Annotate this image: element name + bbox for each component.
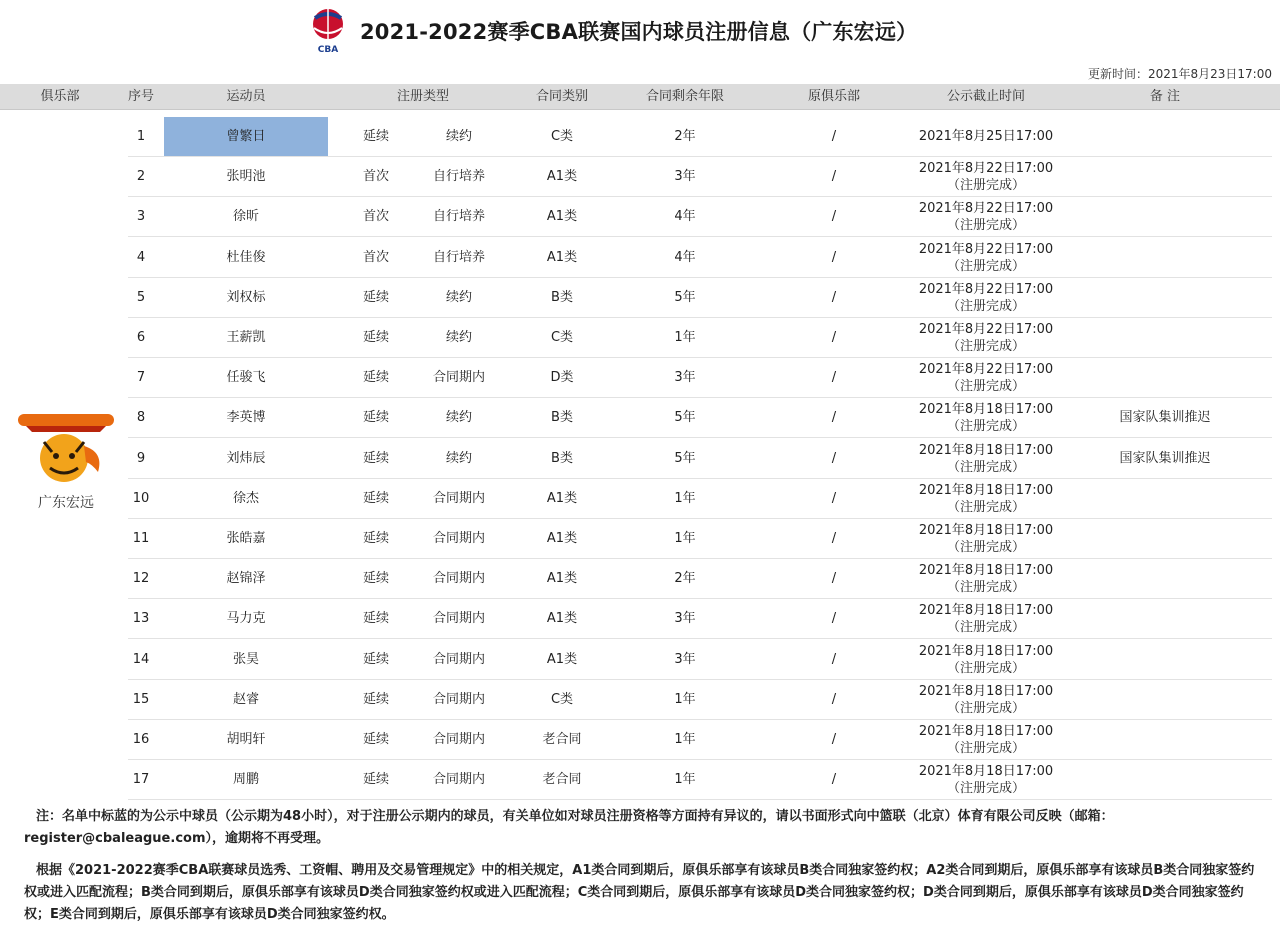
- update-time: 更新时间：2021年8月23日17:00: [1087, 67, 1272, 81]
- registration-status: （注册完成）: [946, 218, 1025, 234]
- cell-deadline: [906, 519, 1066, 559]
- cell-player: 周鹏: [232, 772, 259, 788]
- cell-reg1: 延续: [362, 450, 389, 466]
- page-header: [0, 0, 1280, 62]
- deadline-time: 2021年8月18日17:00: [918, 724, 1054, 739]
- cell-deadline: [906, 599, 1066, 639]
- table-row: [0, 720, 1280, 760]
- cell-no: 9: [136, 450, 146, 466]
- svg-text:CBA: CBA: [317, 45, 339, 55]
- cell-deadline: [906, 640, 1066, 680]
- cell-reg1: 延续: [362, 490, 389, 506]
- cell-deadline: [906, 238, 1066, 278]
- cell-years: 2年: [674, 129, 696, 144]
- cell-player: 刘权标: [226, 289, 266, 305]
- registration-status: （注册完成）: [946, 178, 1025, 194]
- cell-contract: 老合同: [542, 732, 582, 747]
- cell-former: /: [831, 129, 837, 144]
- cell-no: 10: [132, 490, 150, 506]
- cell-player: 任骏飞: [226, 370, 266, 386]
- registration-status: （注册完成）: [946, 540, 1025, 555]
- note-publicity: 注：名单中标蓝的为公示中球员（公示期为48小时），对于注册公示期内的球员，有关单位如对球员注册资格等方面持有异议的，请以书面形式向中篮联（北京）体育有限公司反映（邮箱：register@cbaleague.com），逾期将不再受理。: [24, 809, 1114, 846]
- cell-former: /: [831, 772, 837, 788]
- cell-remark: [1100, 358, 1230, 398]
- deadline-time: 2021年8月18日17:00: [918, 482, 1054, 498]
- registration-status: （注册完成）: [946, 620, 1025, 636]
- cell-reg1: 延续: [362, 571, 389, 587]
- header-deadline: 公示截止时间: [946, 89, 1025, 104]
- cell-remark: [1100, 278, 1230, 318]
- cell-deadline: [906, 197, 1066, 237]
- table-row: [0, 519, 1280, 559]
- cell-player: 张皓嘉: [226, 531, 266, 546]
- registration-status: （注册完成）: [946, 459, 1025, 475]
- cell-player: 徐昕: [232, 209, 259, 225]
- cell-remark: [1100, 157, 1230, 197]
- cell-reg2: 续约: [445, 410, 472, 426]
- cell-reg1: 延续: [362, 691, 389, 707]
- cell-remark: [1100, 117, 1230, 157]
- table-row: [0, 358, 1280, 398]
- cell-remark: [1100, 197, 1230, 237]
- cell-no: 17: [132, 772, 150, 788]
- cell-player: 刘炜辰: [226, 450, 266, 466]
- cell-player: 赵睿: [232, 691, 259, 707]
- deadline-time: 2021年8月22日17:00: [918, 362, 1054, 378]
- cell-deadline: [906, 318, 1066, 358]
- cell-contract: A1类: [546, 531, 578, 546]
- cell-former: /: [831, 169, 837, 185]
- cell-remark: [1100, 479, 1230, 519]
- cell-reg1: 延续: [362, 410, 389, 426]
- cell-deadline: [906, 680, 1066, 720]
- cba-logo-icon: [308, 6, 348, 56]
- cell-reg2: 合同期内: [432, 732, 485, 747]
- cell-reg2: 合同期内: [432, 651, 485, 667]
- cell-years: 1年: [674, 490, 696, 506]
- cell-no: 5: [136, 289, 146, 305]
- cell-years: 5年: [674, 450, 696, 466]
- deadline-time: 2021年8月18日17:00: [918, 603, 1054, 619]
- cell-years: 1年: [674, 772, 696, 788]
- deadline-time: 2021年8月22日17:00: [918, 281, 1054, 297]
- cell-reg2: 合同期内: [432, 571, 485, 587]
- cell-reg2: 续约: [445, 289, 472, 305]
- deadline-time: 2021年8月18日17:00: [918, 683, 1054, 699]
- cell-deadline: [906, 439, 1066, 479]
- cell-contract: B类: [551, 289, 573, 305]
- cell-deadline: [906, 157, 1066, 197]
- header-years-left: 合同剩余年限: [645, 89, 724, 104]
- header-reg-type: 注册类型: [396, 89, 449, 104]
- cell-player: 杜佳俊: [226, 249, 266, 265]
- cell-contract: B类: [551, 410, 573, 426]
- registration-status: （注册完成）: [946, 298, 1025, 314]
- cell-contract: A1类: [546, 611, 578, 627]
- cell-deadline: [906, 559, 1066, 599]
- cell-no: 15: [132, 691, 150, 707]
- cell-years: 1年: [674, 531, 696, 546]
- registration-status: （注册完成）: [946, 419, 1025, 435]
- cell-contract: A1类: [546, 571, 578, 587]
- cell-reg1: 首次: [362, 249, 389, 265]
- cell-former: /: [831, 370, 837, 386]
- cell-contract: 老合同: [542, 772, 582, 788]
- cell-remark: [1100, 318, 1230, 358]
- cell-reg1: 延续: [362, 129, 389, 144]
- note-contract-rules: 根据《2021-2022赛季CBA联赛球员选秀、工资帽、聘用及交易管理规定》中的相关规定，A1类合同到期后，原俱乐部享有该球员B类合同独家签约权；A2类合同到期后，原俱乐部享有该球员B类合同独家签约权或进入匹配流程；B类合同到期后，原俱乐部享有该球员D类合同独家签约权或进入匹配流程；C类合同到期后，原俱乐部享有该球员D类合同独家签约权；D类合同到期后，原俱乐部享有该球员D类合同独家签约权；E类合同到期后，原俱乐部享有该球员D类合同独家签约权。: [24, 863, 1255, 922]
- table-row: [0, 640, 1280, 680]
- cell-contract: C类: [550, 691, 574, 707]
- cell-deadline: [906, 720, 1066, 760]
- cell-remark: [1100, 760, 1230, 800]
- table-row: [0, 760, 1280, 800]
- cell-reg1: 延续: [362, 289, 389, 305]
- deadline-time: 2021年8月22日17:00: [918, 322, 1054, 337]
- table-row: [0, 197, 1280, 237]
- header-former-club: 原俱乐部: [807, 89, 860, 104]
- table-row: [0, 680, 1280, 720]
- header-no: 序号: [127, 89, 154, 104]
- cell-no: 8: [136, 410, 146, 426]
- deadline-time: 2021年8月22日17:00: [918, 201, 1054, 217]
- header-contract-type: 合同类别: [535, 89, 588, 104]
- cell-former: /: [831, 209, 837, 225]
- table-row: [0, 439, 1280, 479]
- cell-no: 6: [136, 330, 146, 345]
- cell-no: 14: [132, 651, 150, 667]
- table-row: [0, 599, 1280, 639]
- header-remarks: 备 注: [1149, 89, 1181, 104]
- cell-no: 7: [136, 370, 146, 386]
- cell-contract: A1类: [546, 169, 578, 185]
- cell-player: 徐杰: [232, 490, 259, 506]
- cell-contract: A1类: [546, 249, 578, 265]
- table-row: [0, 318, 1280, 358]
- cell-years: 3年: [674, 651, 696, 667]
- cell-deadline: [906, 398, 1066, 438]
- cell-player: 赵锦泽: [226, 571, 266, 587]
- cell-reg1: 延续: [362, 732, 389, 747]
- registration-status: （注册完成）: [946, 660, 1025, 676]
- cell-no: 12: [132, 571, 150, 587]
- cell-years: 1年: [674, 330, 696, 345]
- registration-status: （注册完成）: [946, 339, 1025, 354]
- cell-reg1: 延续: [362, 611, 389, 627]
- cell-years: 4年: [674, 249, 696, 265]
- cell-deadline: [906, 760, 1066, 800]
- cell-no: 13: [132, 611, 150, 627]
- cell-reg2: 合同期内: [432, 370, 485, 386]
- cell-player: 张明池: [226, 169, 266, 185]
- cell-reg1: 延续: [362, 531, 389, 546]
- table-header: [0, 84, 1280, 110]
- cell-deadline: 2021年8月25日17:00: [918, 129, 1054, 144]
- cell-no: 16: [132, 732, 150, 747]
- cell-reg2: 自行培养: [432, 209, 485, 225]
- cell-years: 5年: [674, 410, 696, 426]
- cell-reg2: 自行培养: [432, 249, 485, 265]
- cell-contract: C类: [550, 129, 574, 144]
- cell-player: 张昊: [232, 651, 259, 667]
- table-row: [0, 278, 1280, 318]
- registration-status: （注册完成）: [946, 580, 1025, 596]
- cell-former: /: [831, 330, 837, 345]
- cell-reg1: 延续: [362, 370, 389, 386]
- cell-no: 4: [136, 249, 146, 265]
- table-row: [0, 479, 1280, 519]
- header-player: 运动员: [226, 89, 266, 104]
- cell-years: 2年: [674, 571, 696, 587]
- deadline-time: 2021年8月18日17:00: [918, 563, 1054, 579]
- page-title: 2021-2022赛季CBA联赛国内球员注册信息（广东宏远）: [360, 20, 918, 44]
- cell-reg1: 首次: [362, 209, 389, 225]
- cell-reg2: 合同期内: [432, 691, 485, 707]
- cell-years: 3年: [674, 169, 696, 185]
- registration-status: （注册完成）: [946, 781, 1025, 797]
- deadline-time: 2021年8月18日17:00: [918, 402, 1054, 418]
- cell-reg2: 自行培养: [432, 169, 485, 185]
- cell-remark: [1100, 720, 1230, 760]
- cell-remark: 国家队集训推迟: [1119, 410, 1211, 426]
- cell-contract: A1类: [546, 651, 578, 667]
- cell-remark: [1100, 640, 1230, 680]
- cell-years: 1年: [674, 732, 696, 747]
- cell-former: /: [831, 450, 837, 466]
- cell-contract: C类: [550, 330, 574, 345]
- cell-former: /: [831, 410, 837, 426]
- registration-status: （注册完成）: [946, 379, 1025, 395]
- cell-remark: 国家队集训推迟: [1119, 450, 1211, 466]
- cell-reg1: 延续: [362, 330, 389, 345]
- club-name: 广东宏远: [38, 495, 94, 511]
- cell-former: /: [831, 249, 837, 265]
- cell-former: /: [831, 531, 837, 546]
- deadline-time: 2021年8月18日17:00: [918, 523, 1054, 538]
- cell-years: 3年: [674, 370, 696, 386]
- table-row: [0, 398, 1280, 438]
- row-divider: [128, 799, 1272, 800]
- cell-reg2: 合同期内: [432, 531, 485, 546]
- table-row: [0, 559, 1280, 599]
- cell-former: /: [831, 732, 837, 747]
- cell-reg2: 合同期内: [432, 611, 485, 627]
- cell-years: 1年: [674, 691, 696, 707]
- registration-status: （注册完成）: [946, 258, 1025, 274]
- cell-former: /: [831, 289, 837, 305]
- deadline-time: 2021年8月18日17:00: [918, 764, 1054, 780]
- cell-remark: [1100, 238, 1230, 278]
- cell-reg2: 合同期内: [432, 772, 485, 788]
- cell-reg1: 首次: [362, 169, 389, 185]
- cell-remark: [1100, 519, 1230, 559]
- cell-former: /: [831, 651, 837, 667]
- cell-player: 李英博: [226, 410, 266, 426]
- cell-former: /: [831, 611, 837, 627]
- cell-contract: B类: [551, 450, 573, 466]
- registration-status: （注册完成）: [946, 499, 1025, 515]
- registration-status: （注册完成）: [946, 700, 1025, 716]
- registration-status: （注册完成）: [946, 741, 1025, 756]
- cell-years: 4年: [674, 209, 696, 225]
- cell-remark: [1100, 599, 1230, 639]
- cell-no: 1: [136, 129, 146, 144]
- cell-remark: [1100, 559, 1230, 599]
- cell-no: 3: [136, 209, 146, 225]
- cell-deadline: [906, 278, 1066, 318]
- cell-contract: A1类: [546, 490, 578, 506]
- cell-former: /: [831, 571, 837, 587]
- cell-reg2: 合同期内: [432, 490, 485, 506]
- deadline-time: 2021年8月18日17:00: [918, 442, 1054, 458]
- cell-contract: D类: [550, 370, 574, 386]
- cell-remark: [1100, 680, 1230, 720]
- cell-no: 2: [136, 169, 146, 185]
- cell-reg1: 延续: [362, 651, 389, 667]
- cell-no: 11: [132, 531, 150, 546]
- deadline-time: 2021年8月22日17:00: [918, 241, 1054, 257]
- cell-reg2: 续约: [445, 450, 472, 466]
- table-row: [0, 157, 1280, 197]
- table-row: [0, 238, 1280, 278]
- cell-deadline: [906, 358, 1066, 398]
- deadline-time: 2021年8月18日17:00: [918, 643, 1054, 659]
- cell-former: /: [831, 490, 837, 506]
- cell-reg1: 延续: [362, 772, 389, 788]
- cell-reg2: 续约: [445, 330, 472, 345]
- cell-player: 曾繁日: [164, 117, 328, 157]
- deadline-time: 2021年8月22日17:00: [918, 161, 1054, 177]
- cell-deadline: [906, 479, 1066, 519]
- cell-years: 3年: [674, 611, 696, 627]
- cell-player: 胡明轩: [226, 732, 266, 747]
- header-club: 俱乐部: [40, 89, 80, 104]
- cell-years: 5年: [674, 289, 696, 305]
- cell-former: /: [831, 691, 837, 707]
- cell-reg2: 续约: [445, 129, 472, 144]
- table-row: [0, 117, 1280, 157]
- cell-player: 王薪凯: [226, 330, 266, 345]
- cell-player: 马力克: [226, 611, 266, 627]
- cell-contract: A1类: [546, 209, 578, 225]
